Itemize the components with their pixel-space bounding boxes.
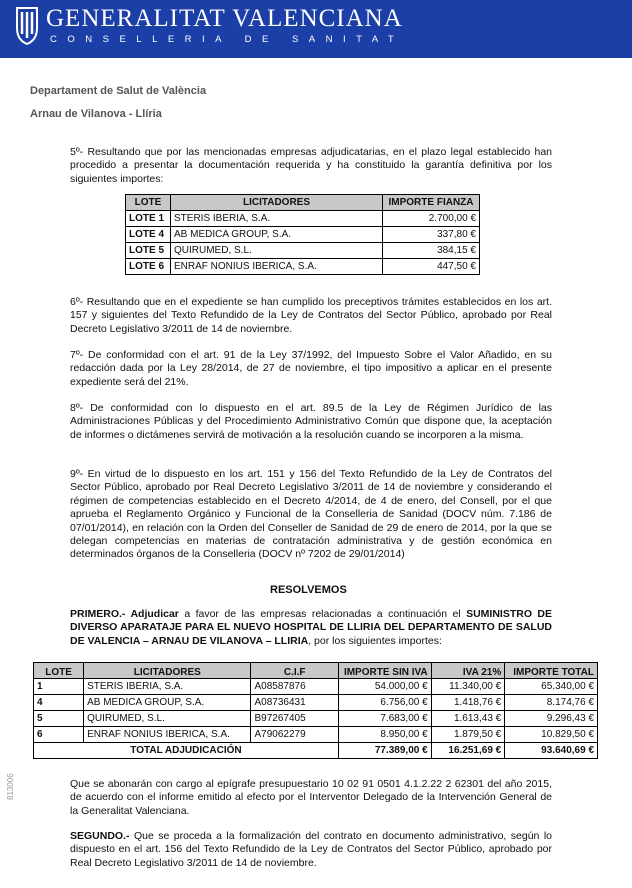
department-name: Departament de Salut de València [30, 85, 207, 97]
org-name: GENERALITAT VALENCIANA [46, 5, 403, 32]
table-row [126, 259, 480, 275]
abono-paragraph: Que se abonarán con cargo al epígrafe presupuestario 10 02 91 0501 4.1.2.22 2 62301 del año 2015, de acuerdo con el informe emitido al efecto por el Interventor Delegado de la Intervención General de la Generalitat Valenciana. [70, 778, 552, 817]
table-header-row [126, 195, 480, 211]
col-header-licitadores: LICITADORES [171, 195, 383, 211]
total-row [34, 743, 598, 759]
table-row [34, 695, 598, 711]
col-header-lote: LOTE [34, 663, 84, 679]
cell-lote: LOTE 1 [126, 211, 171, 227]
primero-bold: SUMINISTRO DE DIVERSO APARATAJE PARA EL NUEVO HOSPITAL DE LLIRIA DEL DEPARTAMENTO DE SALUD DE VALENCIA – ARNAU DE VILANOVA – LLIRIA [70, 608, 553, 647]
cell-iva: 11.340,00 € [431, 679, 505, 695]
cell-importe-total: 10.829,50 € [505, 727, 598, 743]
cell-cif: B97267405 [251, 711, 338, 727]
cell-cif: A08587876 [251, 679, 338, 695]
primero-mid: a favor de las empresas relacionadas a continuación el [178, 608, 467, 620]
col-header-lote: LOTE [126, 195, 171, 211]
cell-importe-sin-iva: 54.000,00 € [338, 679, 431, 695]
col-header-importe-sin-iva: IMPORTE SIN IVA [338, 663, 431, 679]
cell-importe: 2.700,00 € [383, 211, 480, 227]
paragraph-6: 6º- Resultando que en el expediente se han cumplido los preceptivos trámites establecidos en los art. 157 y siguientes del Texto Refundido de la Ley de Contratos del Sector Público, aprobado por Real Decreto Legislativo 3/2011 de 14 de noviembre. [70, 296, 552, 335]
paragraph-5: 5º- Resultando que por las mencionadas empresas adjudicatarias, en el plazo legal establecido han procedido a presentar la documentación requerida y ha constituido la garantía definitiva por los siguientes importes: [70, 146, 552, 185]
table-row [34, 711, 598, 727]
segundo-paragraph [70, 830, 552, 870]
cell-iva: 1.879,50 € [431, 727, 505, 743]
guarantee-table [125, 194, 480, 275]
cell-licitador: AB MEDICA GROUP, S.A. [171, 227, 383, 243]
primero-lead: PRIMERO.- Adjudicar [70, 608, 179, 620]
cell-importe-sin-iva: 7.683,00 € [338, 711, 431, 727]
table-header-row [34, 663, 598, 679]
total-importe: 93.640,69 € [505, 743, 598, 759]
letterhead [0, 0, 632, 58]
paragraph-9: 9º- En virtud de lo dispuesto en los art. 151 y 156 del Texto Refundido de la Ley de Contratos del Sector Público, aprobado por Real Decreto Legislativo 3/2011 de 14 de noviembre y considerando el régimen de competencias establecido en el Decreto 4/2014, de 4 de enero, del Consell, por el que aprueba el Reglamento Orgánico y Funcional de la Conselleria de Sanidad (DOCV núm. 7.186 de 07/01/2014), en relación con la Orden del Conseller de Sanidad de 29 de enero de 2014, por la que se delegan competencias en materias de contratación administrativa y de gestión económica en determinados órganos de la Conselleria (DOCV nº 7202 de 29/01/2014) [70, 468, 552, 561]
cell-importe-sin-iva: 8.950,00 € [338, 727, 431, 743]
primero-tail: , por los siguientes importes: [308, 634, 442, 647]
cell-lote: 4 [34, 695, 84, 711]
paragraph-8: 8º- De conformidad con lo dispuesto en el art. 89.5 de la Ley de Régimen Jurídico de las Administraciones Públicas y del Procedimiento Administrativo Común que dispone que, la aceptación de informes o dictámenes servirá de motivación a la resolución cuando se incorporen a la misma. [70, 402, 552, 441]
cell-licitador: ENRAF NONIUS IBERICA, S.A. [84, 727, 251, 743]
table-row [126, 227, 480, 243]
cell-lote: 5 [34, 711, 84, 727]
primero-paragraph [70, 608, 552, 648]
department-subname: Arnau de Vilanova - Llíria [30, 108, 162, 120]
cell-iva: 1.613,43 € [431, 711, 505, 727]
col-header-importe-fianza: IMPORTE FIANZA [383, 195, 480, 211]
segundo-text: Que se proceda a la formalización del contrato en documento administrativo, según lo dispuesto en el art. 156 del Texto Refundido de la Ley de Contratos del Sector Público, aprobado por Real Decreto Legislativo 3/2011 de 14 de noviembre. [70, 830, 552, 869]
cell-importe: 447,50 € [383, 259, 480, 275]
generalitat-logo-icon [14, 6, 40, 46]
cell-cif: A08736431 [251, 695, 338, 711]
conselleria-name: CONSELLERIA DE SANITAT [50, 34, 405, 45]
resolvemos-heading: RESOLVEMOS [270, 584, 347, 596]
cell-licitador: QUIRUMED, S.L. [171, 243, 383, 259]
cell-importe-total: 9.296,43 € [505, 711, 598, 727]
cell-importe: 384,15 € [383, 243, 480, 259]
cell-licitador: STERIS IBERIA, S.A. [171, 211, 383, 227]
cell-lote: LOTE 5 [126, 243, 171, 259]
total-sin-iva: 77.389,00 € [338, 743, 431, 759]
cell-cif: A79062279 [251, 727, 338, 743]
col-header-cif: C.I.F [251, 663, 338, 679]
cell-lote: LOTE 4 [126, 227, 171, 243]
cell-licitador: STERIS IBERIA, S.A. [84, 679, 251, 695]
table-row [34, 679, 598, 695]
paragraph-7: 7º- De conformidad con el art. 91 de la Ley 37/1992, del Impuesto Sobre el Valor Añadido, en su redacción dada por la Ley 28/2014, de 27 de noviembre, el tipo impositivo a aplicar en el presente expediente será del 21%. [70, 349, 552, 388]
table-row [126, 243, 480, 259]
col-header-importe-total: IMPORTE TOTAL [505, 663, 598, 679]
side-stamp: 813006 [6, 773, 15, 800]
table-row [34, 727, 598, 743]
cell-importe-sin-iva: 6.756,00 € [338, 695, 431, 711]
cell-licitador: AB MEDICA GROUP, S.A. [84, 695, 251, 711]
cell-lote: 1 [34, 679, 84, 695]
total-iva: 16.251,69 € [431, 743, 505, 759]
col-header-iva: IVA 21% [431, 663, 505, 679]
cell-importe-total: 65.340,00 € [505, 679, 598, 695]
cell-importe-total: 8.174,76 € [505, 695, 598, 711]
cell-iva: 1.418,76 € [431, 695, 505, 711]
cell-lote: 6 [34, 727, 84, 743]
segundo-lead: SEGUNDO.- [70, 830, 130, 842]
award-table [33, 662, 598, 759]
cell-licitador: QUIRUMED, S.L. [84, 711, 251, 727]
cell-lote: LOTE 6 [126, 259, 171, 275]
col-header-licitadores: LICITADORES [84, 663, 251, 679]
total-label: TOTAL ADJUDICACIÓN [34, 743, 339, 759]
cell-importe: 337,80 € [383, 227, 480, 243]
cell-licitador: ENRAF NONIUS IBERICA, S.A. [171, 259, 383, 275]
table-row [126, 211, 480, 227]
